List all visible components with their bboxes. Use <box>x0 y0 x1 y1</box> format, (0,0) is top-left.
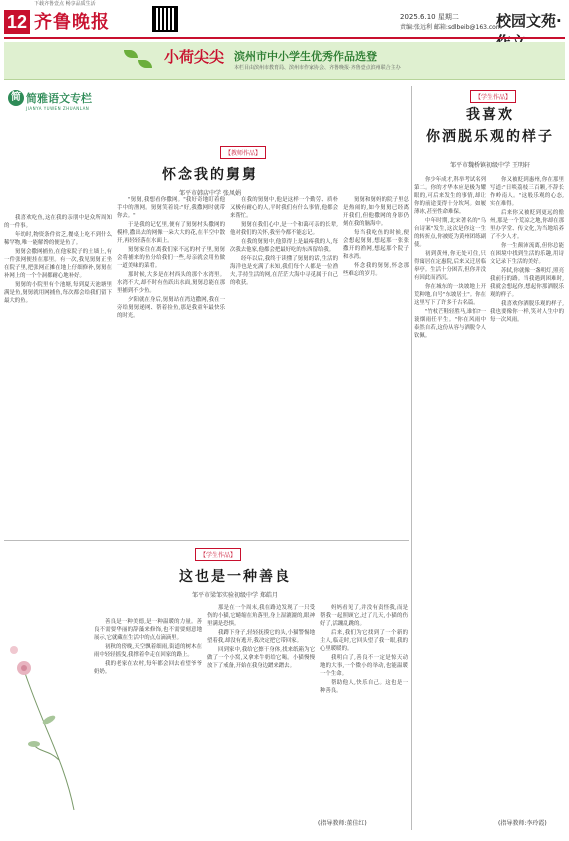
column-banner <box>4 42 565 80</box>
column-divider <box>411 86 412 830</box>
article1-column-4 <box>343 196 409 534</box>
paragraph: 舅舅家住在离我们家不远的村子里,舅舅会将捕来的鱼分给我们一些,母亲就会用鱼做一道美味的菜肴。 <box>117 247 225 269</box>
paragraph: 经年以后,我终于读懂了舅舅的话,生活的海洋也是充满了未知,我们每个人都是一位渔夫,手持生活的网,在茫茫大海中寻觅属于自己的收获。 <box>230 256 338 286</box>
article1-tag: 【教师作品】 <box>220 146 266 159</box>
article2-advisor: (指导教师:董佳红) <box>318 820 367 827</box>
article1-column-3 <box>230 196 338 534</box>
paragraph: "竹杖芒鞋轻胜马,谁怕?一蓑烟雨任平生。"你在风雨中泰然自若,这份从容与洒脱令人钦佩。 <box>414 309 486 339</box>
editor-info: 责编:张远利 邮箱:sdlbeib@163.com <box>400 24 502 31</box>
paragraph: 在我的舅舅中,他是这样一个勤劳、质朴又极有耐心的人,平时我们有什么事情,他都会来帮忙。 <box>230 197 338 219</box>
masthead: 齐鲁晚报 <box>34 12 110 33</box>
paragraph: 那是在一个周末,我在路边发现了一只受伤的小猫,它蜷缩在角落里,身上湿漉漉的,眼神里满是恐惧。 <box>207 605 315 627</box>
masthead-slogan: 下载齐鲁壹点 畅享品质生活 <box>34 1 96 7</box>
paragraph: 你一生颠沛流离,但你总能在困境中找到生活的乐趣,用诗文记录下生活的美好。 <box>490 243 564 265</box>
paragraph: 苏轼,你就像一盏明灯,照亮我前行的路。当我遇到困难时,我就会想起你,想起你那洒脱乐观的样子。 <box>490 268 564 298</box>
leaf-icon <box>138 60 152 68</box>
column-pinyin: JIANYA YUWEN ZHUANLAN <box>26 106 90 111</box>
paragraph: 怀念我的舅舅,怀念那些难忘的岁月。 <box>343 263 409 277</box>
article1-author: 邹平市韩店中学 张凤娟 <box>179 190 241 197</box>
banner-title: 小荷尖尖 <box>164 48 225 66</box>
paragraph: 那时候,大多是在村西头的那个水湾里。水湾不大,却不时有鱼跃出水面,舅舅总能在那里捕到不少鱼。 <box>117 272 225 294</box>
article1-column-1 <box>4 214 112 534</box>
article2-tag: 【学生作品】 <box>195 548 241 561</box>
paragraph: 回到家中,我给它擦干身体,找来纸箱为它做了一个小窝,又拿来牛奶给它喝。小猫慢慢放下了戒备,开始在我身边蹭来蹭去。 <box>207 647 315 669</box>
flower-illustration <box>4 610 90 810</box>
article3-column-2 <box>490 176 564 816</box>
paragraph: 舅舅会撒网捕鱼,在他家院子的土墙上,有一件张网便挂在那里。有一次,我见舅舅正坐在院子里,把张网正摊在地上仔细修补,舅舅在补网上的一个个洞都耐心地补好。 <box>4 249 112 279</box>
issue-date: 2025.6.10 星期二 <box>400 13 459 21</box>
header-divider <box>4 37 565 39</box>
paragraph: 每当我吃鱼的时候,便会想起舅舅,想起那一张张撒开的渔网,想起那个院子和水湾。 <box>343 230 409 260</box>
leaf-icon <box>124 50 138 58</box>
paragraph: 你又被贬到惠州,你在那里写道:"日啖荔枝三百颗,不辞长作岭南人。"这般乐观的心态,实在难得。 <box>490 177 564 207</box>
article2-title: 这也是一种善良 <box>179 569 291 585</box>
article1-column-2 <box>117 196 225 534</box>
section-title: 校园文苑· <box>496 12 562 30</box>
page-number: 12 <box>4 10 30 34</box>
article2-column-1 <box>94 618 202 810</box>
section-divider <box>4 540 409 541</box>
column-name: 简雅语文专栏 <box>26 92 92 105</box>
column-logo <box>8 84 94 124</box>
qr-code-icon <box>152 6 178 32</box>
paragraph: 你少年成才,科举考试名列第二。你的才华本应是极为耀眼的,可后来发生的事情,却让你的前途变得十分坎坷。如履薄冰,甚至性命难保。 <box>414 177 486 215</box>
article2-author: 邹平市梁邹实验初级中学 郑皓月 <box>192 592 278 599</box>
paragraph: 后来你又被贬到更远的儋州,那是一个荒凉之地,你却在那里办学堂、传文化,为当地培养了不少人才。 <box>490 210 564 240</box>
paragraph: 中年时期,北宋著名的"乌台诗案"发生,这次是你这一生的转折点,你被贬为黄州团练副使。 <box>414 218 486 248</box>
article3-title-line1: 我喜欢 <box>466 107 514 123</box>
paragraph: 夕阳就在身后,舅舅站在湾边撒网,我在一旁给舅舅递网、帮着捡鱼,那是我童年最快乐的时光。 <box>117 297 225 319</box>
paragraph: 我喜欢吃鱼,这在我的亲朋中是众所周知的一件事。 <box>4 215 112 229</box>
article3-author: 邹平市魏桥镇初级中学 王明轩 <box>450 162 530 169</box>
column-badge-icon: 简 <box>8 90 24 106</box>
page-header <box>0 0 569 40</box>
paragraph: 我的老家在农村,每年都会回去看望爷爷奶奶。 <box>94 661 202 675</box>
paragraph: 初秋的傍晚,天空飘着细雨,街道的树木在雨中轻轻摇曳,我撑着伞走在回家的路上。 <box>94 644 202 658</box>
article1-title: 怀念我的舅舅 <box>162 167 258 183</box>
paragraph: 初到黄州,你无处可住,只得寓居在定惠院,后来又迁居临皋亭。生活十分困苦,但你并没有因此而消沉。 <box>414 251 486 281</box>
paragraph: 我喜欢你洒脱乐观的样子,我也要像你一样,笑对人生中的每一次风雨。 <box>490 301 564 323</box>
paragraph: 舅舅在我们心中,是一个和蔼可亲的长辈,他对我们的关怀,我至今都不能忘记。 <box>230 222 338 236</box>
paragraph: 你在城东的一块坡地上开荒种地,自号"东坡居士"。你在这里写下了许多千古名篇。 <box>414 284 486 306</box>
article3-title-line2: 你洒脱乐观的样子 <box>426 129 554 145</box>
paragraph: "舅舅,我想看你撒网。"我好奇地盯着他手中的渔网。舅舅笑着说:"好,我撒网时就带你去。" <box>117 197 225 219</box>
paragraph: 我蹲下身子,轻轻抚摸它的头,小猫警惕地望着我,却没有逃开,我决定把它带回家。 <box>207 630 315 644</box>
paragraph: 舅舅和舅妈的院子里总是热闹的,如今舅舅已经离开我们,但他撒网的身影仍刻在我的脑海中。 <box>343 197 409 227</box>
paragraph: 我明白了,善良不一定是惊天动地的大事,一个微小的举动,也能温暖一个生命。 <box>320 655 408 677</box>
banner-subtitle: 滨州市中小学生优秀作品选登 <box>234 50 377 63</box>
article3-tag: 【学生作品】 <box>470 90 516 103</box>
article2-column-2 <box>207 604 315 810</box>
article2-column-3 <box>320 604 408 810</box>
paragraph: 舅舅的小院里有个池塘,每到夏天池塘里满是鱼,舅舅就用网捕鱼,每次都会给我们留下最大的鱼。 <box>4 282 112 304</box>
banner-note: 本栏目由滨州市教育局、滨州市作家协会、齐鲁晚报·齐鲁壹点滨州联合主办 <box>234 65 401 71</box>
paragraph: 妈妈看见了,并没有责怪我,而是帮我一起照顾它,过了几天,小猫的伤好了,活蹦乱跳的。 <box>320 605 408 627</box>
article3-title <box>416 104 564 148</box>
article3-advisor: (指导教师:李玲霞) <box>498 820 547 827</box>
paragraph: 年幼时,物资条件贫乏,餐桌上吃不到什么稀罕物,唯一能解馋的便是鱼了。 <box>4 232 112 246</box>
article3-column-1 <box>414 176 486 816</box>
paragraph: 后来,我们为它找到了一个新的主人,临走时,它回头望了我一眼,我的心里暖暖的。 <box>320 630 408 652</box>
paragraph: 帮助他人,快乐自己。这也是一种善良。 <box>320 680 408 694</box>
paragraph: 善良是一种美德,是一种温暖的力量。善良不需要华丽的辞藻来修饰,也不需要刻意地展示,它就藏在生活中的点点滴滴里。 <box>94 619 202 641</box>
paragraph: 于是我的记忆里,便有了舅舅村头撒网的模样,撒出去的网像一朵大大的花,在半空中散开,再轻轻落在水面上。 <box>117 222 225 244</box>
paragraph: 在我的舅舅中,他算得上是最疼我的人,每次我去他家,他都会把最好吃的东西留给我。 <box>230 239 338 253</box>
